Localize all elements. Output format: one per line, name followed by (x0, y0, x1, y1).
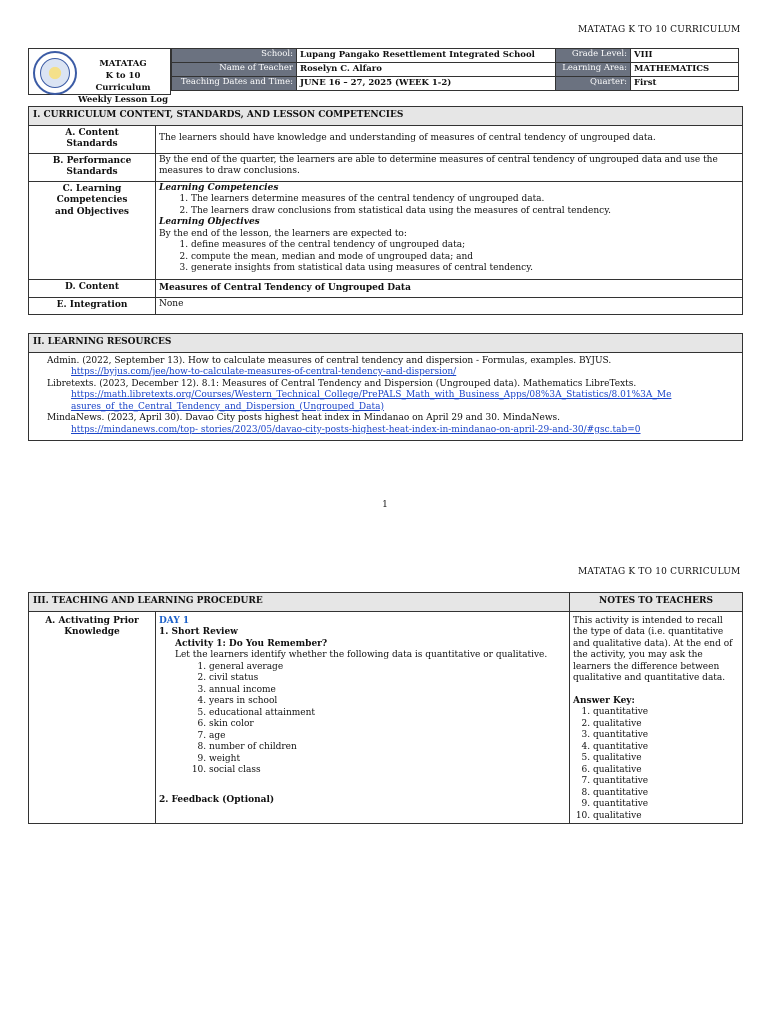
page-number: 1 (382, 500, 388, 510)
feedback-item: 2. Feedback (Optional) (159, 794, 275, 805)
objectives-list (159, 240, 739, 275)
objective-item: 2. compute the mean, median and mode of ungrouped data; and (191, 252, 739, 264)
answer-item: 5. qualitative (593, 753, 739, 765)
reference-3-text: MindaNews. (2023, April 30). Davao City posts highest heat index in Mindanao on April 29 and 30. MindaNews. (47, 413, 561, 423)
answer-item: 7. quantitative (593, 776, 739, 788)
quarter-value: First (631, 77, 739, 91)
learning-resources-table (28, 333, 743, 441)
dates-value: JUNE 16 – 27, 2025 (WEEK 1-2) (297, 77, 556, 91)
reference-1 (47, 356, 724, 379)
reference-2-link-cont[interactable]: asures_of_the_Central_Tendency_and_Dispersion_(Ungrouped_Data) (71, 401, 384, 412)
data-item: 6. skin color (209, 719, 566, 731)
integration-label: E. Integration (29, 298, 156, 315)
teacher-label: Name of Teacher (172, 63, 297, 77)
objective-item: 3. generate insights from statistical data using measures of central tendency. (191, 263, 739, 275)
data-item: 2. civil status (209, 673, 566, 685)
answer-item: 2. qualitative (593, 719, 739, 731)
performance-standards-text: By the end of the quarter, the learners are able to determine measures of central tendency of ungrouped data and use the measures to draw conclusions. (156, 153, 743, 181)
deped-seal-icon (33, 51, 77, 95)
section3-heading: III. TEACHING AND LEARNING PROCEDURE (29, 593, 570, 612)
answer-item: 4. quantitative (593, 742, 739, 754)
reference-2-text: Libretexts. (2023, December 12). 8.1: Measures of Central Tendency and Dispersion (Ungrouped data). Mathematics LibreTexts. (47, 378, 637, 389)
answer-item: 6. qualitative (593, 765, 739, 777)
area-value: MATHEMATICS (631, 63, 739, 77)
logo-title-2: K to 10 Curriculum (95, 71, 151, 93)
competencies-list (159, 194, 739, 217)
teacher-value: Roselyn C. Alfaro (297, 63, 556, 77)
objectives-heading: Learning Objectives (159, 217, 260, 227)
answer-item: 1. quantitative (593, 707, 739, 719)
answer-key-heading: Answer Key: (573, 695, 635, 706)
quarter-label: Quarter: (556, 77, 631, 91)
competency-item: 1. The learners determine measures of the central tendency of ungrouped data. (191, 194, 739, 206)
header-table (171, 48, 739, 91)
notes-heading: NOTES TO TEACHERS (570, 593, 743, 612)
section1-heading: I. CURRICULUM CONTENT, STANDARDS, AND LESSON COMPETENCIES (29, 107, 743, 126)
logo-title-3: Weekly Lesson Log (77, 95, 169, 105)
reference-3-link[interactable]: https://mindanews.com/top- stories/2023/05/davao-city-posts-highest-heat-index-in-mindanao-on-april-29-and-30/#gsc.tab=0 (71, 424, 641, 435)
activity-title: Activity 1: Do You Remember? (175, 638, 328, 649)
data-items-list (159, 662, 566, 777)
reference-1-link[interactable]: https://byjus.com/jee/how-to-calculate-measures-of-central-tendency-and-dispersion/ (71, 367, 457, 377)
answer-item: 8. quantitative (593, 788, 739, 800)
section2-heading: II. LEARNING RESOURCES (29, 334, 743, 353)
answer-key-list (573, 707, 739, 822)
objectives-intro: By the end of the lesson, the learners are expected to: (159, 228, 407, 239)
content-standards-text: The learners should have knowledge and understanding of measures of central tendency of ungrouped data. (156, 125, 743, 153)
school-label: School: (172, 49, 297, 63)
grade-value: VIII (631, 49, 739, 63)
data-item: 4. years in school (209, 696, 566, 708)
curriculum-label: MATATAG K TO 10 CURRICULUM (578, 25, 741, 35)
answer-item: 10. qualitative (593, 811, 739, 823)
references-cell (29, 352, 743, 441)
data-item: 3. annual income (209, 685, 566, 697)
content-text: Measures of Central Tendency of Ungrouped Data (156, 279, 743, 298)
logo-title-1: MATATAG (99, 59, 147, 69)
teaching-procedure-table (28, 592, 743, 824)
reference-3 (47, 413, 724, 436)
reference-1-text: Admin. (2022, September 13). How to calculate measures of central tendency and dispersion - Formulas, examples. BYJUS. (47, 355, 612, 366)
data-item: 8. number of children (209, 742, 566, 754)
dates-label: Teaching Dates and Time: (172, 77, 297, 91)
area-label: Learning Area: (556, 63, 631, 77)
content-standards-label: A. Content Standards (29, 125, 156, 153)
competencies-heading: Learning Competencies (159, 182, 279, 193)
notes-text: This activity is intended to recall the type of data (i.e. quantitative and qualitative data). At the end of the activity, you may ask the learners the difference between qualitative and quantitative data. (573, 615, 733, 683)
day-label: DAY 1 (159, 615, 190, 626)
logo-block (28, 48, 171, 105)
curriculum-label-page2: MATATAG K TO 10 CURRICULUM (578, 567, 741, 577)
activating-prior-knowledge-label: A. Activating Prior Knowledge (29, 611, 156, 824)
integration-text: None (156, 298, 743, 315)
procedure-cell (156, 611, 570, 824)
data-item: 5. educational attainment (209, 708, 566, 720)
grade-label: Grade Level: (556, 49, 631, 63)
content-label: D. Content (29, 279, 156, 298)
activity-instruction: Let the learners identify whether the following data is quantitative or qualitative. (175, 650, 548, 660)
short-review: 1. Short Review (159, 627, 238, 637)
reference-2 (47, 379, 724, 414)
competency-item: 2. The learners draw conclusions from statistical data using the measures of central tendency. (191, 206, 739, 218)
school-value: Lupang Pangako Resettlement Integrated School (297, 49, 556, 63)
curriculum-content-table (28, 106, 743, 315)
data-item: 1. general average (209, 662, 566, 674)
data-item: 7. age (209, 731, 566, 743)
answer-item: 9. quantitative (593, 799, 739, 811)
answer-item: 3. quantitative (593, 730, 739, 742)
performance-standards-label: B. Performance Standards (29, 153, 156, 181)
reference-2-link[interactable]: https://math.libretexts.org/Courses/Western_Technical_College/PrePALS_Math_with_Business_Apps/08%3A_Statistics/8.01%3A_Me (71, 390, 672, 400)
data-item: 10. social class (209, 765, 566, 777)
competencies-cell (156, 181, 743, 279)
competencies-label: C. Learning Competencies and Objectives (29, 181, 156, 279)
objective-item: 1. define measures of the central tendency of ungrouped data; (191, 240, 739, 252)
notes-cell (570, 611, 743, 824)
data-item: 9. weight (209, 754, 566, 766)
